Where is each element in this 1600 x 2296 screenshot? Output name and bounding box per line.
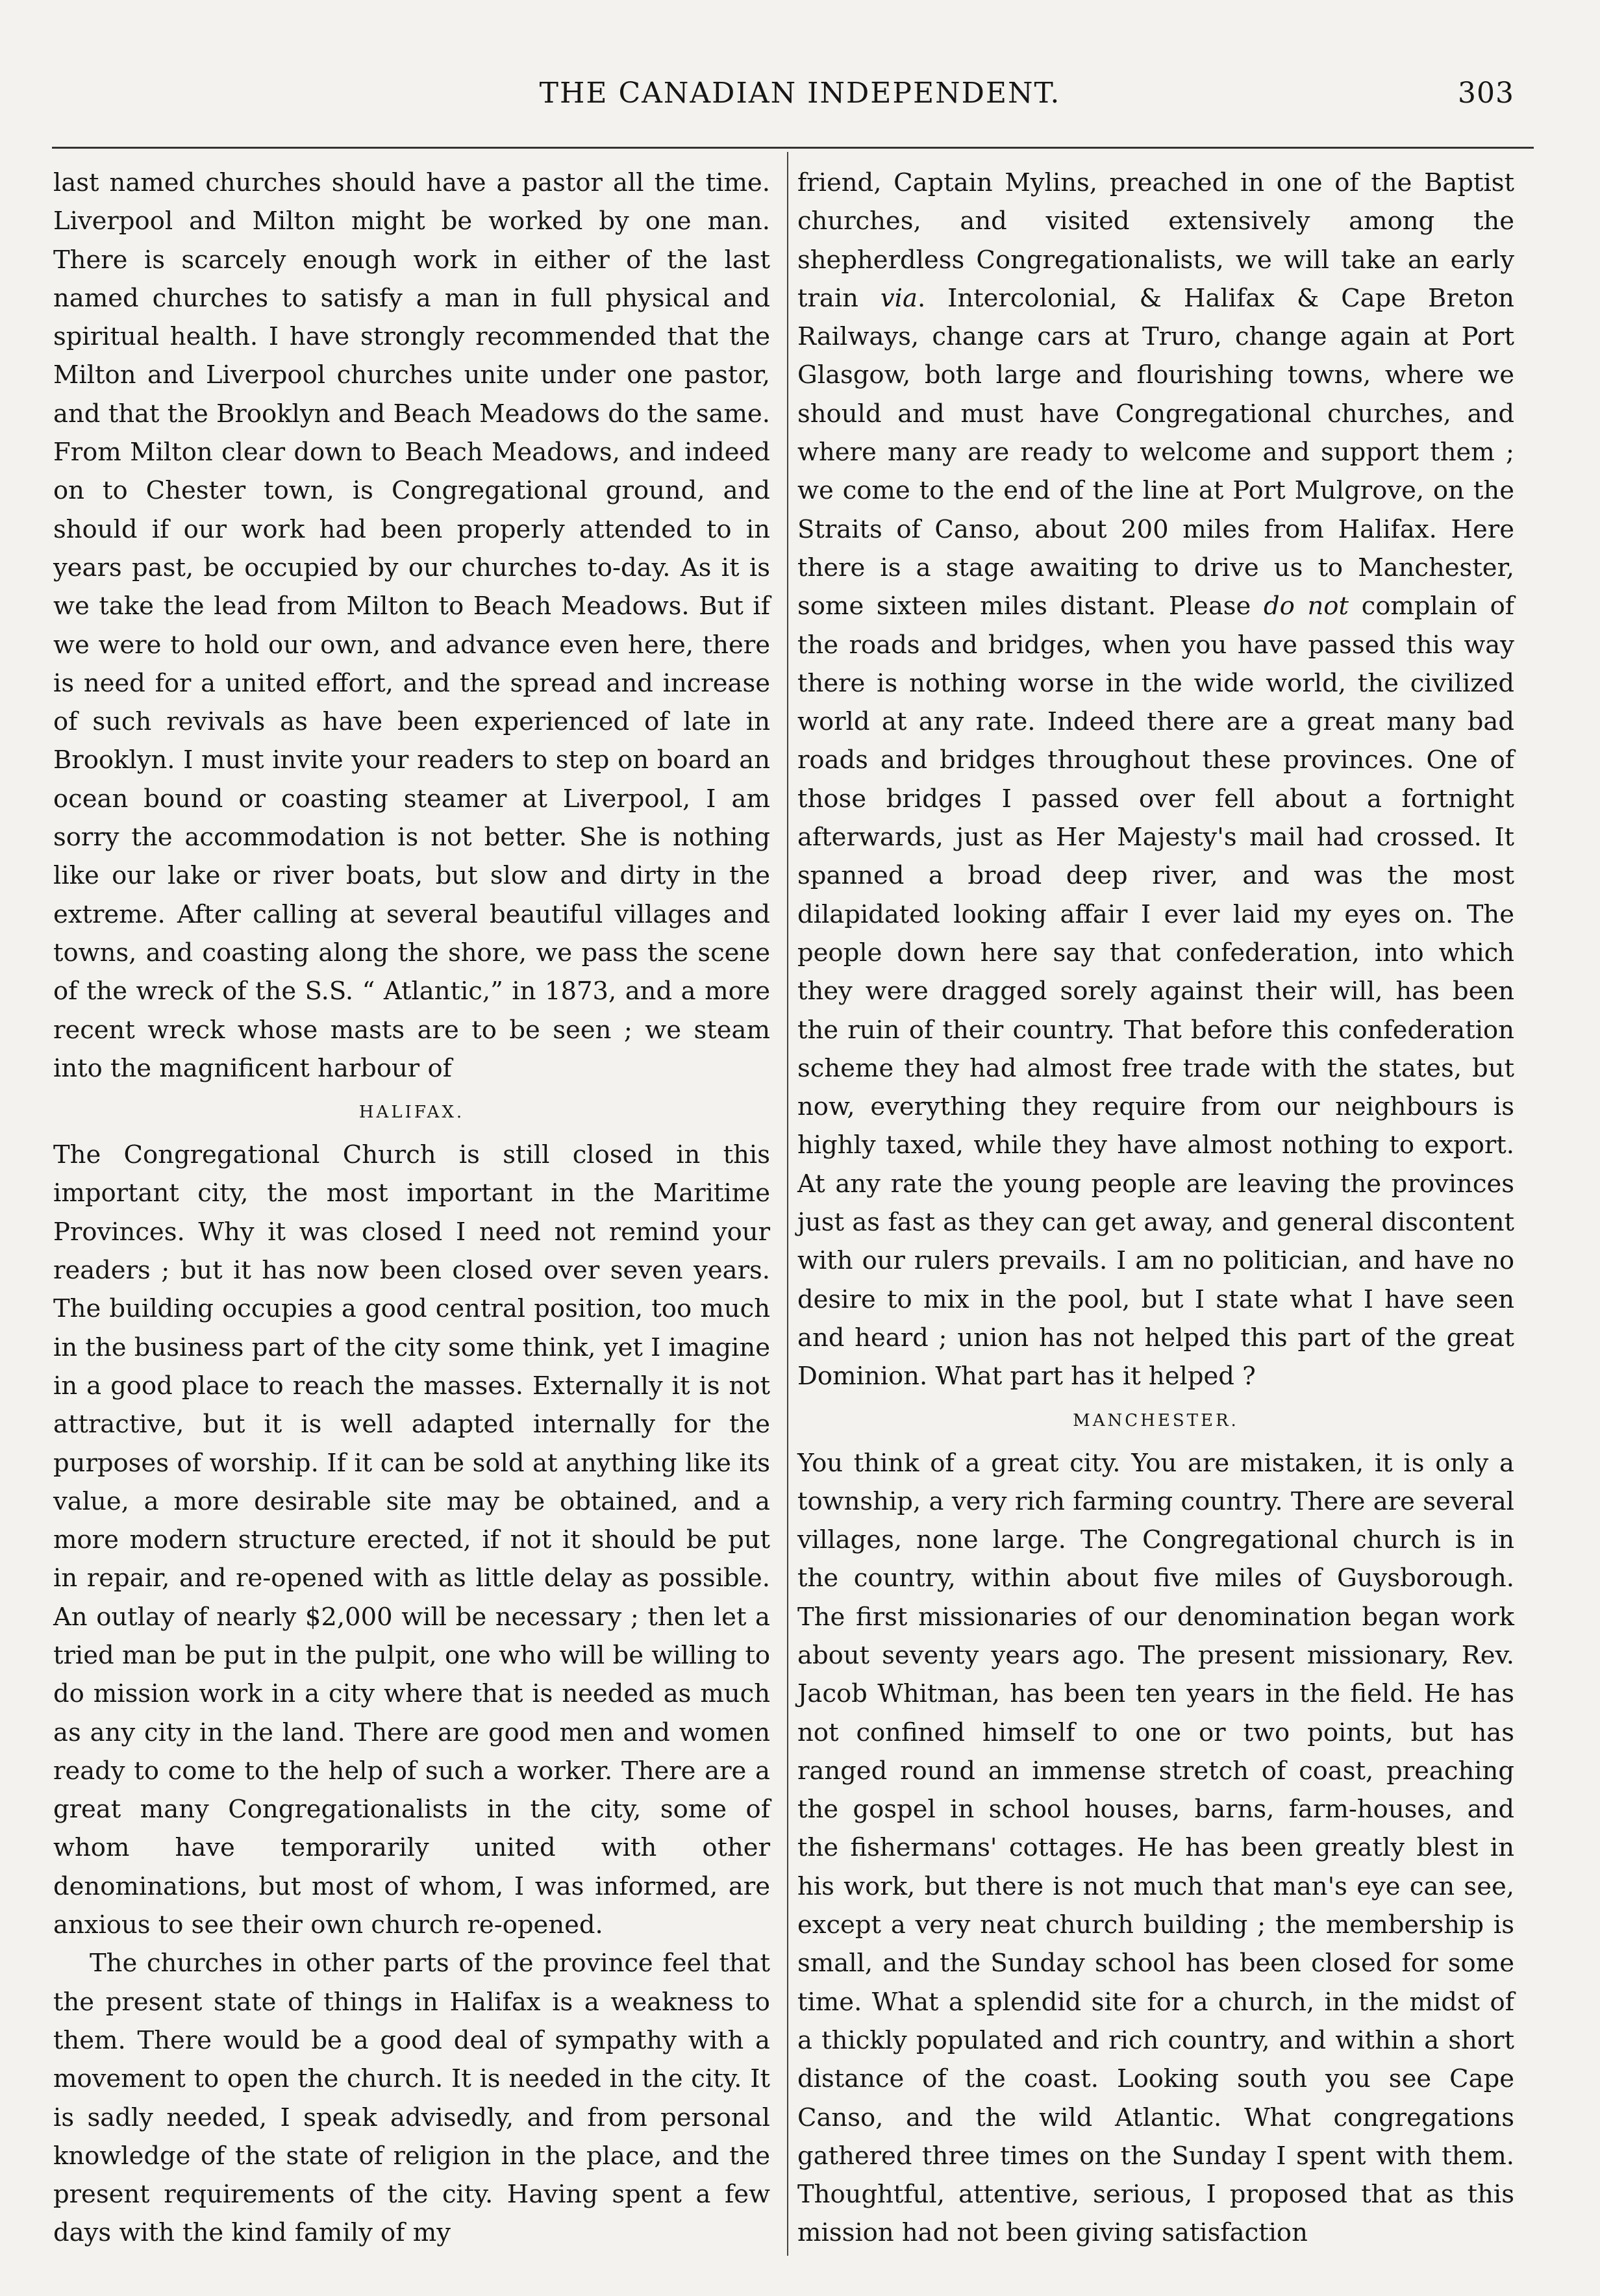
right-paragraph-1-part-a: friend, Captain Mylins, preached in one of the Baptist churches, and visited extensively among the shepherdless Congregationalists, we will take an early train bbox=[797, 168, 1514, 313]
section-heading-manchester: MANCHESTER. bbox=[1073, 1410, 1239, 1430]
running-title: THE CANADIAN INDEPENDENT. bbox=[539, 77, 1061, 110]
right-paragraph-1-part-c: complain of the roads and bridges, when you have passed this way there is nothing worse in the wide world, the civilized world at any rate. Indeed there are a great many bad roads and bridges throughout these provinces. One of those bridges I passed over fell about a fortnight afterwards, just as Her Majesty's mail had crossed. It spanned a broad deep river, and was the most dilapidated looking affair I ever laid my eyes on. The people down here say that confederation, into which they were dragged sorely against their will, has been the ruin of their country. That before this confederation scheme they had almost free trade with the states, but now, everything they require from our neighbours is highly taxed, while they have almost nothing to export. At any rate the young people are leaving the provinces just as fast as they can get away, and general discontent with our rulers prevails. I am no politician, and have no desire to mix in the pool, but I state what I have seen and heard ; union has not helped this part of the great Dominion. What part has it helped ? bbox=[797, 592, 1515, 1391]
column-divider bbox=[787, 152, 788, 2256]
left-column bbox=[53, 164, 770, 2252]
running-head bbox=[0, 77, 1600, 122]
via-italic: via bbox=[880, 283, 918, 313]
left-paragraph-1: last named churches should have a pastor all the time. Liverpool and Milton might be worked by one man. There is scarcely enough work in either of the last named churches to satisfy a man in full physical and spiritual health. I have strongly recommended that the Milton and Liverpool churches unite under one pastor, and that the Brooklyn and Beach Meadows do the same. From Milton clear down to Beach Meadows, and indeed on to Chester town, is Congregational ground, and should if our work had been properly attended to in years past, be occupied by our churches to-day. As it is we take the lead from Milton to Beach Meadows. But if we were to hold our own, and advance even here, there is need for a united effort, and the spread and increase of such revivals as have been experienced of late in Brooklyn. I must invite your readers to step on board an ocean bound or coasting steamer at Liverpool, I am sorry the accommodation is not better. She is nothing like our lake or river boats, but slow and dirty in the extreme. After calling at several beautiful villages and towns, and coasting along the shore, we pass the scene of the wreck of the S.S. “ Atlantic,” in 1873, and a more recent wreck whose masts are to be seen ; we steam into the magnificent harbour of bbox=[53, 168, 770, 1083]
page-number: 303 bbox=[1458, 77, 1514, 110]
right-paragraph-1-part-b: . Intercolonial, & Halifax & Cape Breton Railways, change cars at Truro, change again at Port Glasgow, both large and flourishing towns, where we should and must have Congregational churches, and where many are ready to welcome and support them ; we come to the end of the line at Port Mulgrove, on the Straits of Canso, about 200 miles from Halifax. Here there is a stage awaiting to drive us to Manchester, some sixteen miles distant. Please bbox=[797, 283, 1514, 621]
left-paragraph-2: The Congregational Church is still closed in this important city, the most important in the Maritime Provinces. Why it was closed I need not remind your readers ; but it has now been closed over seven years. The building occupies a good central position, too much in the business part of the city some think, yet I imagine in a good place to reach the masses. Externally it is not attractive, but it is well adapted internally for the purposes of worship. If it can be sold at anything like its value, a more desirable site may be obtained, and a more modern structure erected, if not it should be put in repair, and re-opened with as little delay as possible. An outlay of nearly $2,000 will be necessary ; then let a tried man be put in the pulpit, one who will be willing to do mission work in a city where that is needed as much as any city in the land. There are good men and women ready to come to the help of such a worker. There are a great many Congregationalists in the city, some of whom have temporarily united with other denominations, but most of whom, I was informed, are anxious to see their own church re-opened. bbox=[53, 1140, 770, 1940]
header-rule bbox=[52, 147, 1534, 149]
do-not-italic: do not bbox=[1264, 592, 1349, 621]
section-heading-halifax: HALIFAX. bbox=[358, 1103, 465, 1123]
right-paragraph-1 bbox=[797, 164, 1514, 1396]
right-paragraph-2: You think of a great city. You are mistaken, it is only a township, a very rich farming country. There are several villages, none large. The Congregational church is in the country, within about five miles of Guysborough. The first missionaries of our denomination began work about seventy years ago. The present missionary, Rev. Jacob Whitman, has been ten years in the field. He has not confined himself to one or two points, but has ranged round an immense stretch of coast, preaching the gospel in school houses, barns, farm-houses, and the fishermans' cottages. He has been greatly blest in his work, but there is not much that man's eye can see, except a very neat church building ; the membership is small, and the Sunday school has been closed for some time. What a splendid site for a church, in the midst of a thickly populated and rich country, and within a short distance of the coast. Looking south you see Cape Canso, and the wild Atlantic. What congregations gathered three times on the Sunday I spent with them. Thoughtful, attentive, serious, I proposed that as this mission had not been giving satisfaction bbox=[797, 1448, 1514, 2248]
left-paragraph-3: The churches in other parts of the province feel that the present state of things in Halifax is a weakness to them. There would be a good deal of sympathy with a movement to open the church. It is needed in the city. It is sadly needed, I speak advisedly, and from personal knowledge of the state of religion in the place, and the present requirements of the city. Having spent a few days with the kind family of my bbox=[53, 1949, 770, 2248]
right-column bbox=[797, 164, 1514, 2252]
